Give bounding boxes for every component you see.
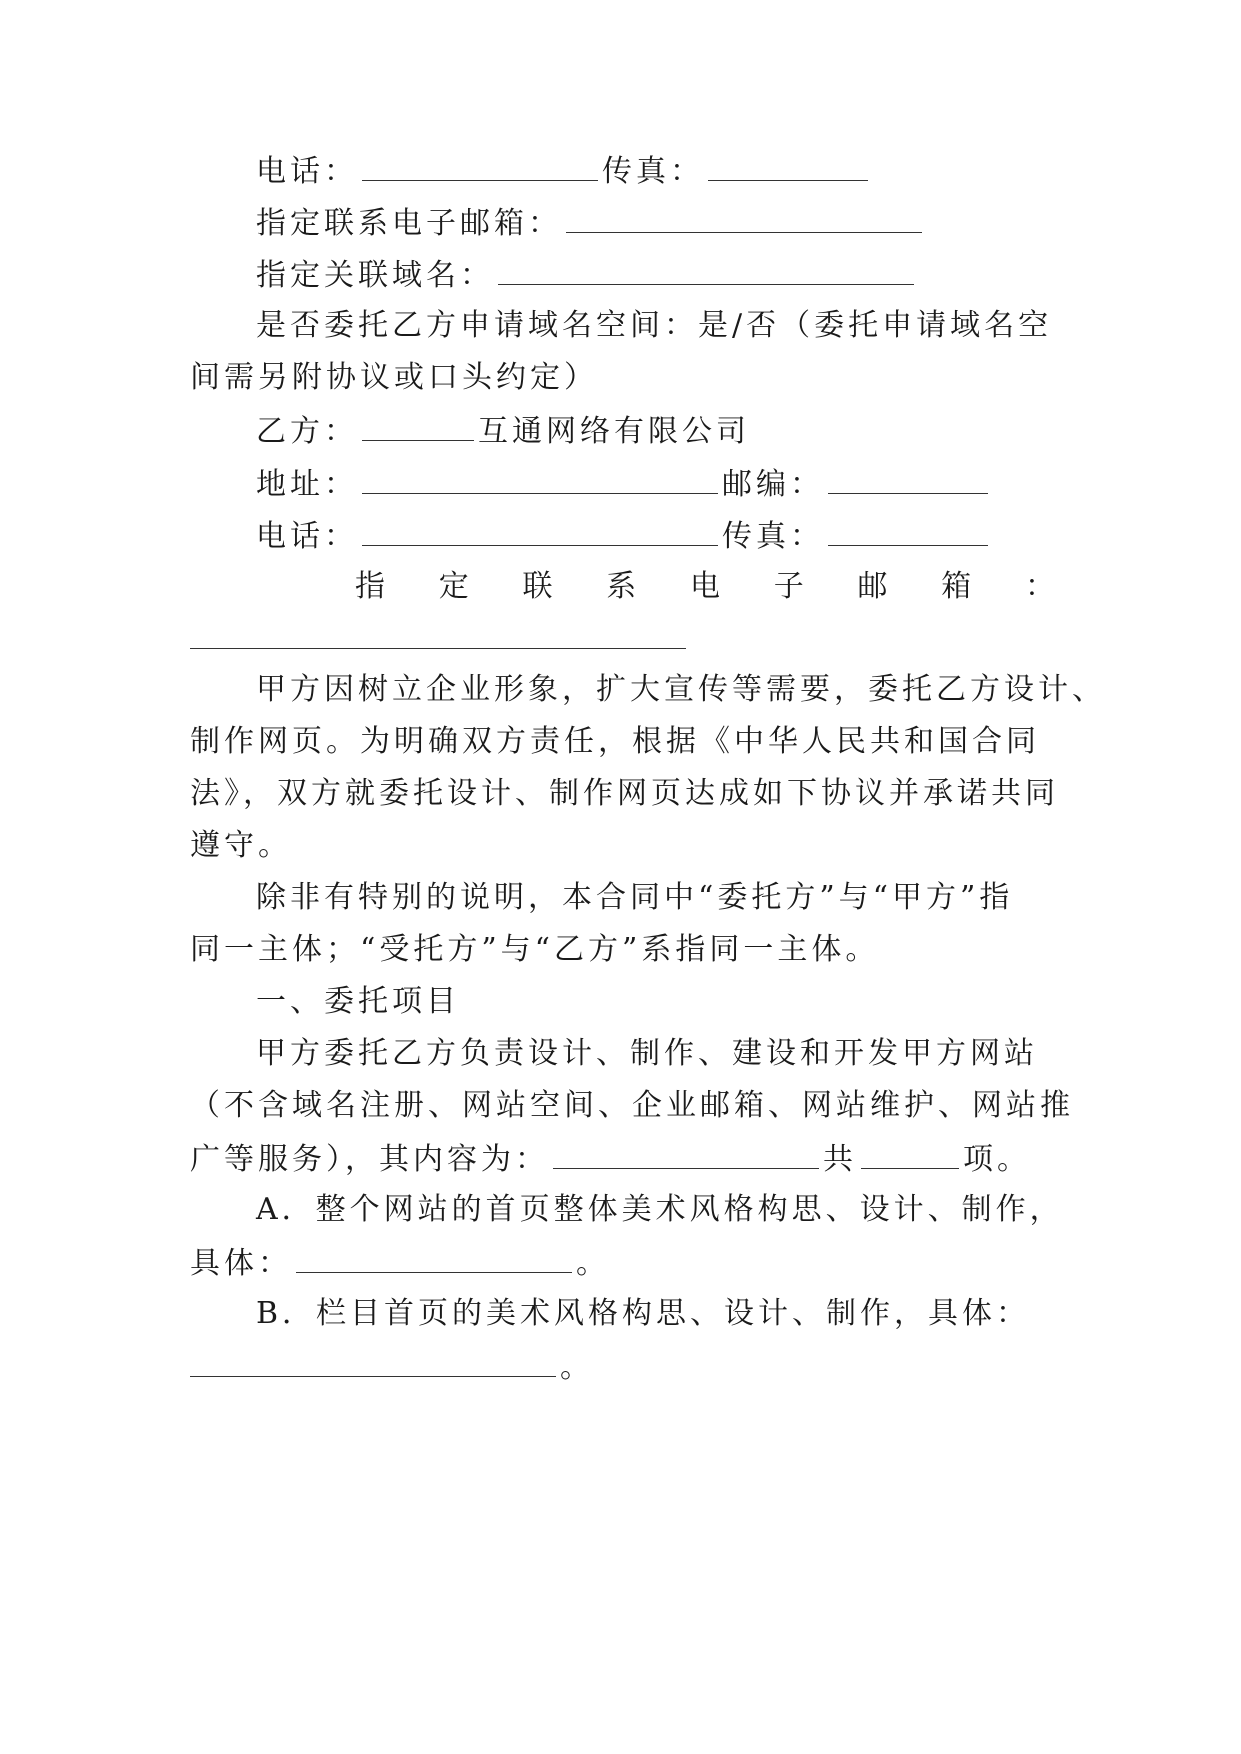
total-label: 共 <box>823 1142 857 1177</box>
item-b-blank <box>190 1346 556 1377</box>
party-b-name-row <box>256 410 1116 452</box>
email-char: 子 <box>773 569 804 604</box>
delegate-line-1: 是否委托乙方申请域名空间：是/否（委托申请域名空 <box>256 308 1053 343</box>
email-label: 指定联系电子邮箱： <box>256 206 562 241</box>
fax-blank <box>708 150 868 181</box>
party-a-phone-row <box>256 150 1116 192</box>
section-line-1: 甲方委托乙方负责设计、制作、建设和开发甲方网站 <box>256 1036 1038 1071</box>
item-b-line-1: B．栏目首页的美术风格构思、设计、制作，具体： <box>256 1296 1031 1331</box>
intro-line-4: 遵守。 <box>190 828 292 863</box>
fax-label: 传真： <box>602 154 704 189</box>
email-char: 指 <box>355 569 385 604</box>
definition-line-1: 除非有特别的说明，本合同中“委托方”与“甲方”指 <box>256 880 1014 915</box>
item-a-line-2 <box>190 1242 1050 1284</box>
email-char: 联 <box>522 569 553 604</box>
email-char: 邮 <box>857 569 888 604</box>
party-b-label: 乙方： <box>256 414 358 449</box>
party-a-domain-row <box>256 254 1116 296</box>
section-line-2: （不含域名注册、网站空间、企业邮箱、网站维护、网站推 <box>190 1088 1074 1123</box>
intro-line-2: 制作网页。为明确双方责任，根据《中华人民共和国合同 <box>190 724 1040 759</box>
email-char: 电 <box>690 569 720 604</box>
item-a-label: 具体： <box>190 1246 292 1281</box>
phone-label: 电话： <box>256 154 358 189</box>
intro-line-3: 法》，双方就委托设计、制作网页达成如下协议并承诺共同 <box>190 776 1059 811</box>
email-char: 定 <box>438 569 469 604</box>
item-a-blank <box>296 1242 572 1273</box>
item-b-end: 。 <box>560 1350 594 1385</box>
fax-blank <box>828 515 988 546</box>
items-label: 项。 <box>963 1142 1031 1177</box>
party-b-email-row <box>355 567 1055 607</box>
phone-label: 电话： <box>256 519 358 554</box>
count-blank <box>861 1138 959 1169</box>
email-char: 系 <box>606 569 637 604</box>
party-b-phone-row <box>256 515 1116 557</box>
section-line-3 <box>190 1138 1050 1180</box>
party-b-address-row <box>256 463 1116 505</box>
party-b-name: 互通网络有限公司 <box>478 414 750 449</box>
section-heading: 一、委托项目 <box>256 984 460 1019</box>
email-blank <box>566 202 922 233</box>
postcode-label: 邮编： <box>722 467 824 502</box>
delegate-line-2: 间需另附协议或口头约定） <box>190 360 598 395</box>
postcode-blank <box>828 463 988 494</box>
definition-line-2: 同一主体；“受托方”与“乙方”系指同一主体。 <box>190 932 880 967</box>
phone-blank <box>362 515 718 546</box>
domain-blank <box>498 254 914 285</box>
phone-blank <box>362 150 598 181</box>
item-a-end: 。 <box>576 1246 610 1281</box>
email-char: ： <box>1025 569 1055 604</box>
domain-label: 指定关联域名： <box>256 258 494 293</box>
party-a-email-row <box>256 202 1116 244</box>
item-a-line-1: A．整个网站的首页整体美术风格构思、设计、制作， <box>256 1192 1064 1227</box>
content-label: 广等服务），其内容为： <box>190 1142 549 1177</box>
party-b-blank <box>362 410 474 441</box>
item-b-line-2 <box>190 1346 1050 1388</box>
address-label: 地址： <box>256 467 358 502</box>
party-b-email-blank <box>190 648 686 649</box>
content-blank <box>553 1138 819 1169</box>
address-blank <box>362 463 718 494</box>
fax-label: 传真： <box>722 519 824 554</box>
email-char: 箱 <box>941 569 972 604</box>
intro-line-1: 甲方因树立企业形象，扩大宣传等需要，委托乙方设计、 <box>256 672 1106 707</box>
